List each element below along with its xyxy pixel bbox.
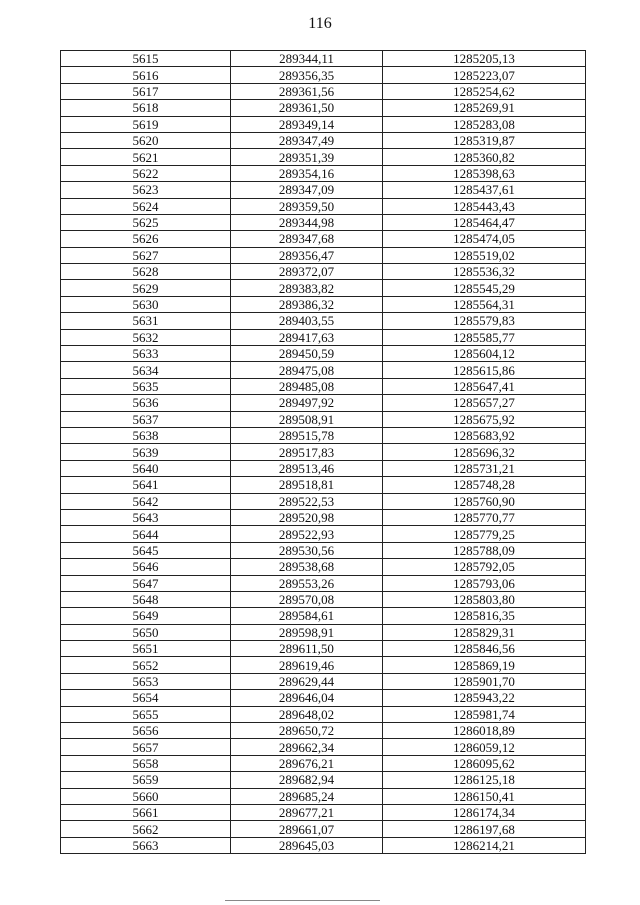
x-coordinate-cell: 289570,08 [231,591,383,607]
y-coordinate-cell: 1285564,31 [383,296,586,312]
point-number-cell: 5653 [61,673,231,689]
point-number-cell: 5652 [61,657,231,673]
x-coordinate-cell: 289497,92 [231,395,383,411]
table-row [61,608,586,624]
x-coordinate-cell: 289344,11 [231,51,383,67]
x-coordinate-cell: 289522,93 [231,526,383,542]
x-coordinate-cell: 289522,53 [231,493,383,509]
point-number-cell: 5661 [61,804,231,820]
table-row [61,132,586,148]
table-row [61,182,586,198]
coordinates-table [60,50,586,854]
y-coordinate-cell: 1285731,21 [383,460,586,476]
table-row [61,444,586,460]
point-number-cell: 5617 [61,83,231,99]
x-coordinate-cell: 289485,08 [231,378,383,394]
x-coordinate-cell: 289553,26 [231,575,383,591]
y-coordinate-cell: 1285816,35 [383,608,586,624]
x-coordinate-cell: 289508,91 [231,411,383,427]
point-number-cell: 5650 [61,624,231,640]
point-number-cell: 5642 [61,493,231,509]
x-coordinate-cell: 289661,07 [231,821,383,837]
y-coordinate-cell: 1285829,31 [383,624,586,640]
x-coordinate-cell: 289682,94 [231,772,383,788]
point-number-cell: 5624 [61,198,231,214]
x-coordinate-cell: 289513,46 [231,460,383,476]
x-coordinate-cell: 289611,50 [231,641,383,657]
x-coordinate-cell: 289372,07 [231,264,383,280]
table-row [61,149,586,165]
x-coordinate-cell: 289359,50 [231,198,383,214]
x-coordinate-cell: 289475,08 [231,362,383,378]
y-coordinate-cell: 1285981,74 [383,706,586,722]
x-coordinate-cell: 289619,46 [231,657,383,673]
table-row [61,83,586,99]
table-row [61,214,586,230]
table-row [61,460,586,476]
y-coordinate-cell: 1286059,12 [383,739,586,755]
x-coordinate-cell: 289349,14 [231,116,383,132]
y-coordinate-cell: 1286214,21 [383,837,586,853]
table-row [61,575,586,591]
x-coordinate-cell: 289648,02 [231,706,383,722]
y-coordinate-cell: 1285657,27 [383,395,586,411]
x-coordinate-cell: 289383,82 [231,280,383,296]
y-coordinate-cell: 1285793,06 [383,575,586,591]
y-coordinate-cell: 1285254,62 [383,83,586,99]
point-number-cell: 5619 [61,116,231,132]
y-coordinate-cell: 1285579,83 [383,313,586,329]
x-coordinate-cell: 289645,03 [231,837,383,853]
table-row [61,804,586,820]
x-coordinate-cell: 289629,44 [231,673,383,689]
point-number-cell: 5637 [61,411,231,427]
table-row [61,788,586,804]
y-coordinate-cell: 1286018,89 [383,723,586,739]
point-number-cell: 5632 [61,329,231,345]
y-coordinate-cell: 1286174,34 [383,804,586,820]
y-coordinate-cell: 1285788,09 [383,542,586,558]
point-number-cell: 5641 [61,477,231,493]
table-row [61,198,586,214]
point-number-cell: 5649 [61,608,231,624]
scan-artifact-line [225,900,380,901]
x-coordinate-cell: 289517,83 [231,444,383,460]
table-row [61,673,586,689]
table-row [61,706,586,722]
y-coordinate-cell: 1285545,29 [383,280,586,296]
table-row [61,51,586,67]
table-row [61,313,586,329]
point-number-cell: 5622 [61,165,231,181]
x-coordinate-cell: 289361,56 [231,83,383,99]
table-row [61,690,586,706]
y-coordinate-cell: 1285223,07 [383,67,586,83]
y-coordinate-cell: 1285443,43 [383,198,586,214]
point-number-cell: 5643 [61,509,231,525]
point-number-cell: 5660 [61,788,231,804]
y-coordinate-cell: 1285696,32 [383,444,586,460]
x-coordinate-cell: 289650,72 [231,723,383,739]
y-coordinate-cell: 1285846,56 [383,641,586,657]
point-number-cell: 5633 [61,346,231,362]
point-number-cell: 5627 [61,247,231,263]
point-number-cell: 5651 [61,641,231,657]
table-row [61,641,586,657]
y-coordinate-cell: 1285760,90 [383,493,586,509]
point-number-cell: 5635 [61,378,231,394]
y-coordinate-cell: 1285615,86 [383,362,586,378]
table-row [61,378,586,394]
x-coordinate-cell: 289347,49 [231,132,383,148]
y-coordinate-cell: 1286197,68 [383,821,586,837]
point-number-cell: 5657 [61,739,231,755]
y-coordinate-cell: 1285683,92 [383,427,586,443]
y-coordinate-cell: 1285869,19 [383,657,586,673]
x-coordinate-cell: 289356,35 [231,67,383,83]
point-number-cell: 5640 [61,460,231,476]
y-coordinate-cell: 1285519,02 [383,247,586,263]
y-coordinate-cell: 1285943,22 [383,690,586,706]
y-coordinate-cell: 1286125,18 [383,772,586,788]
x-coordinate-cell: 289354,16 [231,165,383,181]
y-coordinate-cell: 1285901,70 [383,673,586,689]
y-coordinate-cell: 1285604,12 [383,346,586,362]
point-number-cell: 5638 [61,427,231,443]
y-coordinate-cell: 1285803,80 [383,591,586,607]
point-number-cell: 5659 [61,772,231,788]
x-coordinate-cell: 289515,78 [231,427,383,443]
point-number-cell: 5630 [61,296,231,312]
point-number-cell: 5626 [61,231,231,247]
x-coordinate-cell: 289584,61 [231,608,383,624]
y-coordinate-cell: 1285647,41 [383,378,586,394]
table-row [61,526,586,542]
x-coordinate-cell: 289450,59 [231,346,383,362]
table-row [61,772,586,788]
table-row [61,411,586,427]
x-coordinate-cell: 289520,98 [231,509,383,525]
point-number-cell: 5658 [61,755,231,771]
table-row [61,477,586,493]
point-number-cell: 5634 [61,362,231,378]
x-coordinate-cell: 289646,04 [231,690,383,706]
x-coordinate-cell: 289685,24 [231,788,383,804]
x-coordinate-cell: 289351,39 [231,149,383,165]
y-coordinate-cell: 1285269,91 [383,100,586,116]
x-coordinate-cell: 289356,47 [231,247,383,263]
table-row [61,296,586,312]
point-number-cell: 5662 [61,821,231,837]
coordinates-table-body [61,51,586,854]
point-number-cell: 5620 [61,132,231,148]
y-coordinate-cell: 1285283,08 [383,116,586,132]
table-row [61,542,586,558]
table-row [61,280,586,296]
y-coordinate-cell: 1285748,28 [383,477,586,493]
y-coordinate-cell: 1285398,63 [383,165,586,181]
table-row [61,624,586,640]
x-coordinate-cell: 289676,21 [231,755,383,771]
x-coordinate-cell: 289347,09 [231,182,383,198]
point-number-cell: 5629 [61,280,231,296]
page-number: 116 [308,15,332,32]
table-row [61,395,586,411]
table-row [61,559,586,575]
y-coordinate-cell: 1285464,47 [383,214,586,230]
y-coordinate-cell: 1285585,77 [383,329,586,345]
x-coordinate-cell: 289344,98 [231,214,383,230]
table-row [61,264,586,280]
y-coordinate-cell: 1285205,13 [383,51,586,67]
table-row [61,362,586,378]
point-number-cell: 5646 [61,559,231,575]
table-row [61,247,586,263]
table-row [61,346,586,362]
table-row [61,116,586,132]
point-number-cell: 5654 [61,690,231,706]
point-number-cell: 5631 [61,313,231,329]
x-coordinate-cell: 289530,56 [231,542,383,558]
x-coordinate-cell: 289361,50 [231,100,383,116]
y-coordinate-cell: 1285474,05 [383,231,586,247]
x-coordinate-cell: 289538,68 [231,559,383,575]
point-number-cell: 5655 [61,706,231,722]
point-number-cell: 5628 [61,264,231,280]
point-number-cell: 5663 [61,837,231,853]
table-row [61,165,586,181]
y-coordinate-cell: 1285675,92 [383,411,586,427]
x-coordinate-cell: 289386,32 [231,296,383,312]
table-row [61,329,586,345]
table-row [61,509,586,525]
point-number-cell: 5618 [61,100,231,116]
table-row [61,427,586,443]
x-coordinate-cell: 289347,68 [231,231,383,247]
point-number-cell: 5645 [61,542,231,558]
y-coordinate-cell: 1285437,61 [383,182,586,198]
point-number-cell: 5644 [61,526,231,542]
point-number-cell: 5621 [61,149,231,165]
x-coordinate-cell: 289417,63 [231,329,383,345]
x-coordinate-cell: 289518,81 [231,477,383,493]
point-number-cell: 5623 [61,182,231,198]
y-coordinate-cell: 1286095,62 [383,755,586,771]
x-coordinate-cell: 289677,21 [231,804,383,820]
point-number-cell: 5615 [61,51,231,67]
table-row [61,100,586,116]
table-row [61,591,586,607]
table-row [61,657,586,673]
y-coordinate-cell: 1285792,05 [383,559,586,575]
y-coordinate-cell: 1285319,87 [383,132,586,148]
y-coordinate-cell: 1286150,41 [383,788,586,804]
point-number-cell: 5625 [61,214,231,230]
table-row [61,739,586,755]
point-number-cell: 5616 [61,67,231,83]
y-coordinate-cell: 1285536,32 [383,264,586,280]
point-number-cell: 5656 [61,723,231,739]
table-row [61,231,586,247]
point-number-cell: 5636 [61,395,231,411]
y-coordinate-cell: 1285770,77 [383,509,586,525]
table-row [61,67,586,83]
y-coordinate-cell: 1285779,25 [383,526,586,542]
table-row [61,723,586,739]
table-row [61,821,586,837]
table-row [61,493,586,509]
point-number-cell: 5647 [61,575,231,591]
point-number-cell: 5648 [61,591,231,607]
point-number-cell: 5639 [61,444,231,460]
x-coordinate-cell: 289598,91 [231,624,383,640]
y-coordinate-cell: 1285360,82 [383,149,586,165]
x-coordinate-cell: 289403,55 [231,313,383,329]
table-row [61,837,586,853]
x-coordinate-cell: 289662,34 [231,739,383,755]
table-row [61,755,586,771]
